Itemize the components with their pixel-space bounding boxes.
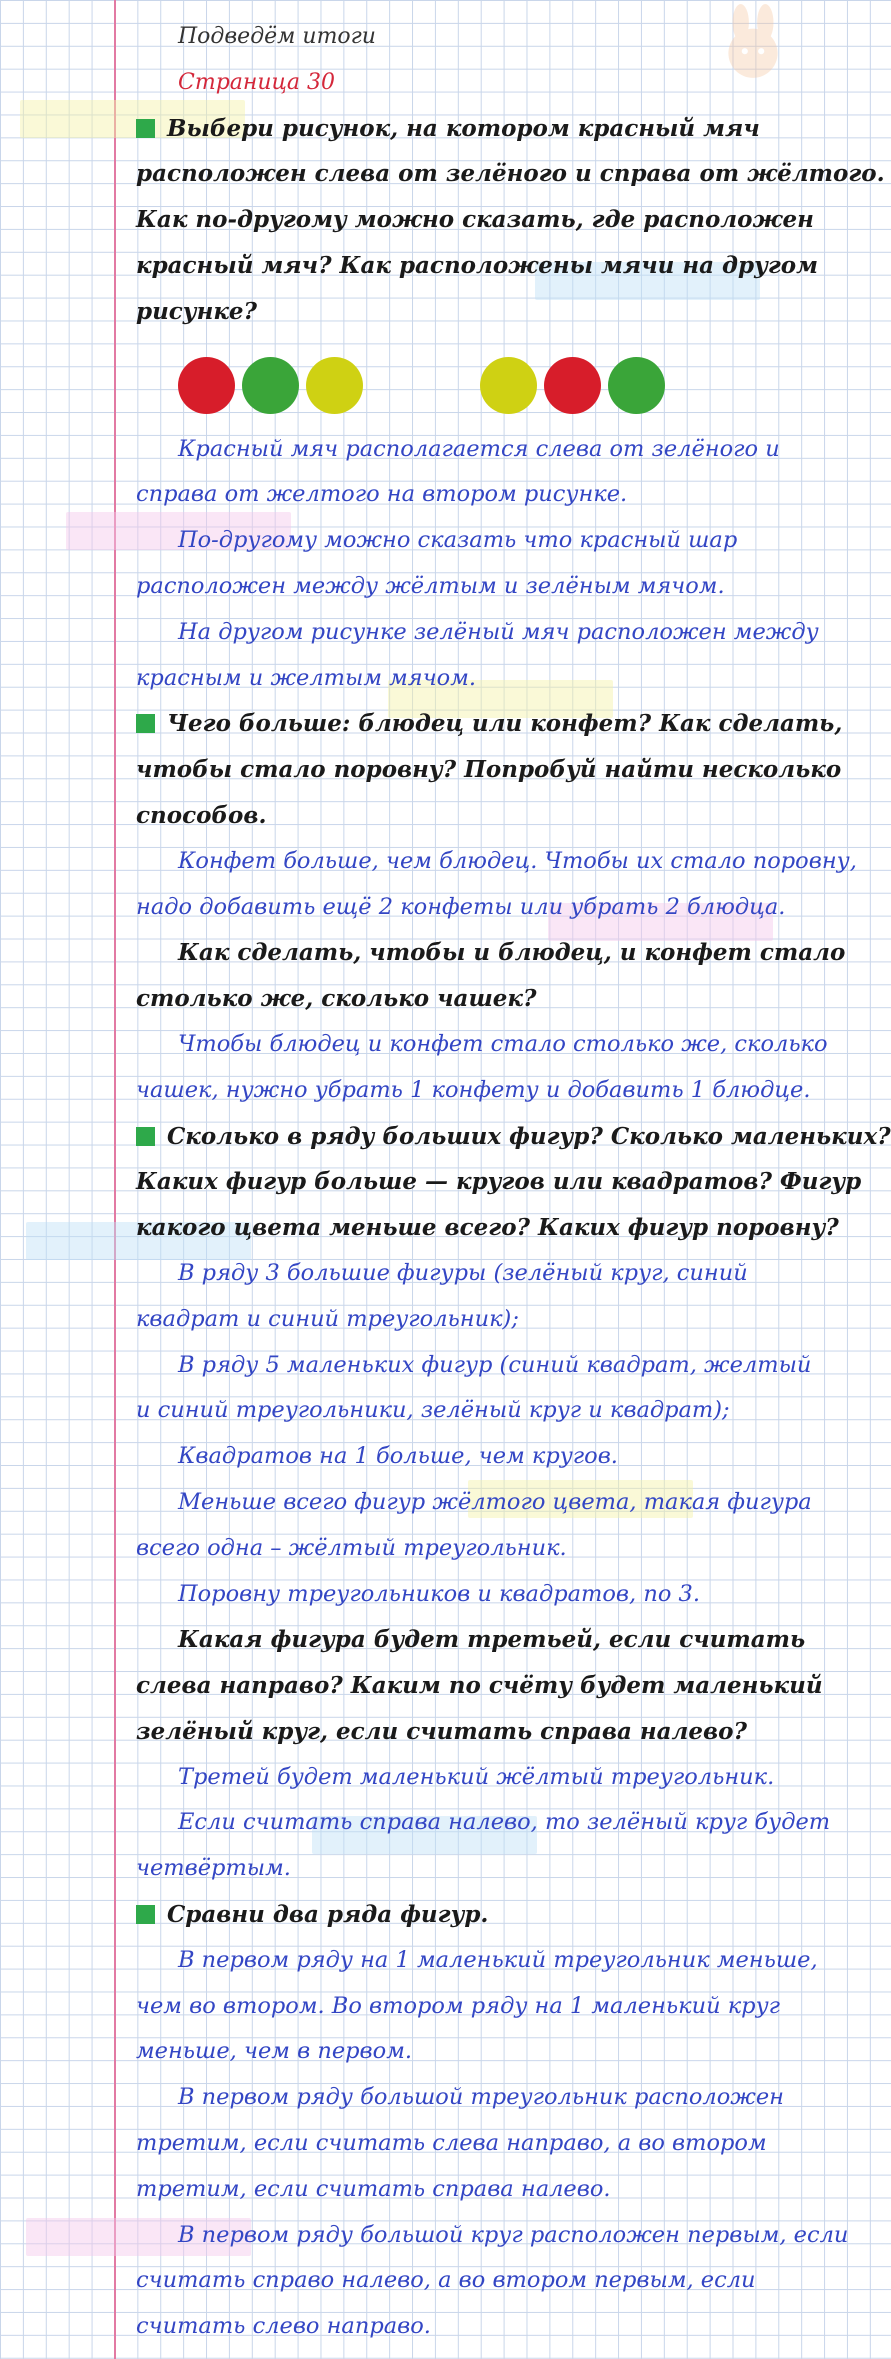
answer-line: чашек, нужно убрать 1 конфету и добавить 1 блюдце. [136,1076,811,1103]
question-line: Как по-другому можно сказать, где расположен [136,206,814,234]
answer-line: В ряду 3 большие фигуры (зелёный круг, синий [178,1259,748,1286]
task-1 [136,106,885,702]
red-ball [544,357,601,414]
answer-line: В первом ряду на 1 маленький треугольник меньше, [178,1946,818,1973]
task-3 [136,1114,891,1893]
answer-line: Чтобы блюдец и конфет стало столько же, сколько [178,1030,828,1057]
task-marker-icon [136,119,155,138]
answer-line: красным и желтым мячом. [136,664,477,691]
question-line: Как сделать, чтобы и блюдец, и конфет стало [178,939,846,967]
answer-line: Квадратов на 1 больше, чем кругов. [178,1443,618,1470]
question-line: Каких фигур больше — кругов или квадратов? Фигур [136,1168,862,1196]
task-marker-icon [136,1905,155,1924]
question-line: Сравни два ряда фигур. [136,1892,778,1938]
answer-line: третим, если считать справа налево. [136,2175,611,2202]
task-4 [136,1892,849,2350]
answer-line: Меньше всего фигур жёлтого цвета, такая фигура [178,1488,812,1515]
answer-line: На другом рисунке зелёный мяч расположен между [178,618,819,645]
question-line: слева направо? Каким по счёту будет маленький [136,1672,823,1700]
red-ball [178,357,235,414]
question-line: столько же, сколько чашек? [136,985,537,1013]
question-line: чтобы стало поровну? Попробуй найти несколько [136,756,842,784]
question-line: рисунке? [136,297,258,325]
question-line: расположен слева от зелёного и справа от жёлтого. [136,160,885,188]
yellow-ball [480,357,537,414]
answer-line: всего одна – жёлтый треугольник. [136,1534,567,1561]
answer-line: расположен между жёлтым и зелёным мячом. [136,572,725,599]
section-title: Подведём итоги [178,24,376,49]
question-line: зелёный круг, если считать справа налево? [136,1717,747,1745]
answer-line: В первом ряду большой круг расположен первым, если [178,2221,849,2248]
page-content [136,14,891,2350]
answer-line: Поровну треугольников и квадратов, по 3. [178,1580,700,1607]
answer-line: В ряду 5 маленьких фигур (синий квадрат, желтый [178,1351,812,1378]
answer-line: В первом ряду большой треугольник расположен [178,2084,785,2111]
question-line: какого цвета меньше всего? Каких фигур поровну? [136,1214,839,1242]
question-line: Выбери рисунок, на котором красный мяч [136,106,778,152]
answer-line: четвёртым. [136,1855,291,1882]
page-number: Страница 30 [178,69,336,95]
answer-line: чем во втором. Во втором ряду на 1 маленький круг [136,1992,780,2019]
task-marker-icon [136,1127,155,1146]
answer-line: квадрат и синий треугольник); [136,1305,519,1332]
answer-line: По-другому можно сказать что красный шар [178,527,738,554]
green-ball [242,357,299,414]
answer-line: считать справо налево, а во втором первым, если [136,2267,756,2294]
task-2 [136,701,857,1113]
notebook-margin-line [114,0,116,2359]
question-line: красный мяч? Как расположены мячи на другом [136,251,819,279]
answer-line: надо добавить ещё 2 конфеты или убрать 2 блюдца. [136,893,786,920]
answer-line: Если считать справа налево, то зелёный круг будет [178,1809,831,1836]
task-marker-icon [136,714,155,733]
answer-line: третим, если считать слева направо, а во втором [136,2130,767,2157]
question-line: Какая фигура будет третьей, если считать [178,1626,806,1654]
answer-line: Третей будет маленький жёлтый треугольник. [178,1763,775,1790]
answer-line: Красный мяч располагается слева от зелёного и [178,435,780,462]
question-line: Чего больше: блюдец или конфет? Как сделать, [136,701,778,747]
question-line: способов. [136,801,267,829]
answer-line: справа от желтого на втором рисунке. [136,481,628,508]
answer-line: и синий треугольники, зелёный круг и квадрат); [136,1397,730,1424]
answer-line: меньше, чем в первом. [136,2038,412,2065]
question-line: Сколько в ряду больших фигур? Сколько маленьких? [136,1114,778,1160]
answer-line: считать слево направо. [136,2313,431,2340]
answer-line: Конфет больше, чем блюдец. Чтобы их стало поровну, [178,847,857,874]
yellow-ball [306,357,363,414]
balls-illustration [136,335,778,427]
green-ball [608,357,665,414]
